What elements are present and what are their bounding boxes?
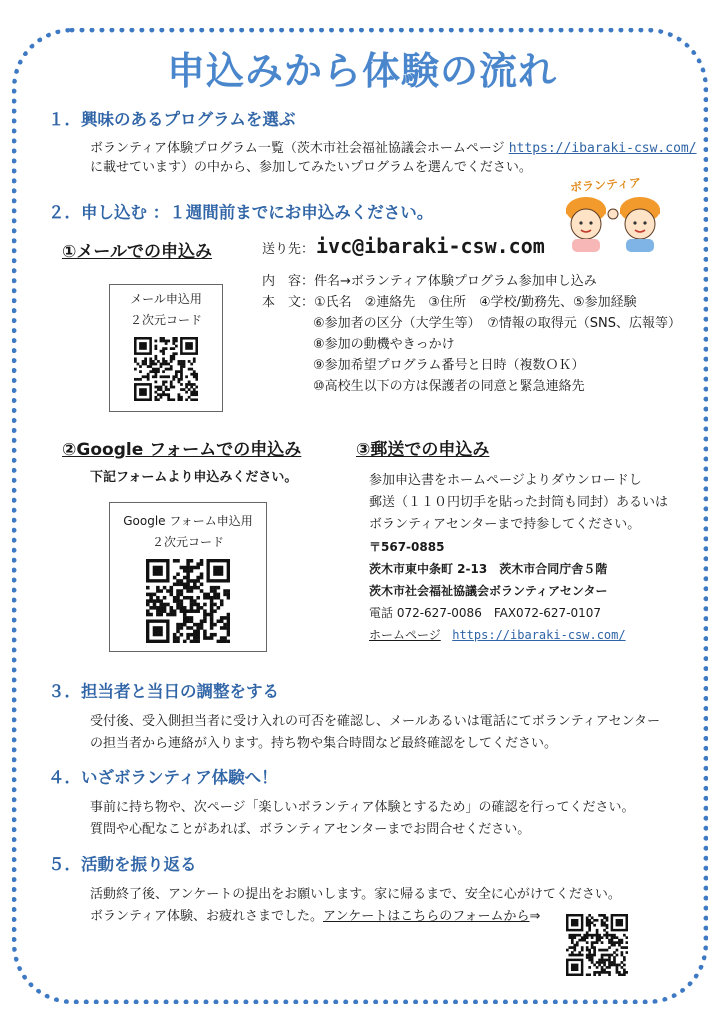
step-1-text bbox=[90, 139, 697, 177]
postal-address: 茨木市東中条町 2-13 茨木市合同庁舎５階 bbox=[369, 562, 608, 576]
step-1-line1: ボランティア体験プログラム一覧（茨木市社会福祉協議会ホームページ bbox=[90, 141, 505, 156]
mail-body-3: ⑧参加の動機やきっかけ bbox=[313, 337, 455, 352]
step-4-heading: ４．いざボランティア体験へ！ bbox=[48, 768, 278, 787]
survey-qr-code-icon[interactable] bbox=[566, 914, 628, 976]
postal-homepage bbox=[369, 624, 626, 646]
arrow-right-icon: ⇒ bbox=[529, 909, 541, 924]
volunteer-badge-text: ボランティア bbox=[569, 175, 642, 195]
mail-qr-box bbox=[109, 284, 223, 412]
postal-org: 茨木市社会福祉協議会ボランティアセンター bbox=[369, 584, 608, 598]
page-title: 申込みから体験の流れ bbox=[166, 49, 557, 93]
survey-form-link[interactable]: アンケートはこちらのフォームから bbox=[322, 909, 530, 924]
postal-line-2: 郵送（１１０円切手を貼った封筒も同封）あるいは bbox=[369, 495, 669, 510]
mail-body-1: 本 文：①氏名 ②連絡先 ③住所 ④学校/勤務先、⑤参加経験 bbox=[262, 295, 637, 310]
postal-homepage-label: ホームページ bbox=[369, 628, 441, 642]
mail-body-2: ⑥参加者の区分（大学生等） ⑦情報の取得元（SNS、広報等） bbox=[313, 316, 682, 331]
google-form-note: 下記フォームより申込みください。 bbox=[90, 470, 298, 485]
step-3-heading: ３．担当者と当日の調整をする bbox=[48, 682, 279, 701]
google-qr-code-icon[interactable] bbox=[146, 559, 230, 643]
step-3-line2: の担当者から連絡が入ります。持ち物や集合時間など最終確認をしてください。 bbox=[90, 736, 557, 751]
step-4-line2: 質問や心配なことがあれば、ボランティアセンターまでお問合せください。 bbox=[90, 822, 531, 837]
mail-body-4: ⑨参加希望プログラム番号と日時（複数ＯＫ） bbox=[313, 358, 585, 373]
postal-line-3: ボランティアセンターまで持参してください。 bbox=[369, 517, 641, 532]
postal-zip: 〒567-0885 bbox=[369, 540, 445, 554]
postal-phone: 電話 072-627-0086 FAX072-627-0107 bbox=[369, 606, 602, 620]
homepage-link[interactable]: https://ibaraki-csw.com/ bbox=[508, 141, 697, 156]
google-qr-label-1: Google フォーム申込用 bbox=[123, 514, 253, 528]
mail-address[interactable]: ivc@ibaraki-csw.com bbox=[316, 234, 545, 258]
step-3-text bbox=[90, 711, 660, 755]
step-5-text bbox=[90, 884, 621, 928]
postal-line-1: 参加申込書をホームページよりダウンロードし bbox=[369, 473, 642, 488]
two-volunteers-icon bbox=[548, 192, 678, 252]
step-5-heading: ５．活動を振り返る bbox=[48, 855, 197, 874]
step-4-line1: 事前に持ち物や、次ページ「楽しいボランティア体験とするため」の確認を行ってください。 bbox=[90, 800, 635, 815]
step-2-heading: ２．申し込む ：１週間前までにお申込みください。 bbox=[48, 203, 434, 222]
mail-subject: 内 容：件名→ボランティア体験プログラム参加申し込み bbox=[262, 274, 597, 289]
postal-homepage-link[interactable]: https://ibaraki-csw.com/ bbox=[452, 628, 626, 642]
google-qr-box bbox=[109, 502, 267, 652]
google-form-title: ②Google フォームでの申込み bbox=[62, 440, 302, 460]
mail-qr-label-2: ２次元コード bbox=[129, 313, 202, 327]
mail-application-title: ①メールでの申込み bbox=[62, 242, 213, 262]
mail-to-label: 送り先： bbox=[262, 242, 315, 257]
step-5-line1: 活動終了後、アンケートの提出をお願いします。家に帰るまで、安全に心がけてください。 bbox=[90, 887, 621, 902]
step-4-text bbox=[90, 797, 634, 841]
google-qr-label-2: ２次元コード bbox=[151, 535, 224, 549]
postal-application-title: ③郵送での申込み bbox=[356, 440, 490, 460]
step-1-line2: に載せています）の中から、参加してみたいプログラムを選んでください。 bbox=[90, 160, 532, 175]
mail-qr-label-1: メール申込用 bbox=[130, 292, 202, 306]
volunteer-illustration bbox=[548, 176, 678, 252]
step-1-heading: １．興味のあるプログラムを選ぶ bbox=[48, 110, 296, 129]
mail-qr-code-icon[interactable] bbox=[134, 337, 198, 401]
step-5-line2: ボランティア体験、お疲れさまでした。 bbox=[90, 909, 323, 924]
step-3-line1: 受付後、受入側担当者に受け入れの可否を確認し、メールあるいは電話にてボランティアセンター bbox=[90, 714, 661, 729]
mail-body-5: ⑩高校生以下の方は保護者の同意と緊急連絡先 bbox=[313, 379, 585, 394]
